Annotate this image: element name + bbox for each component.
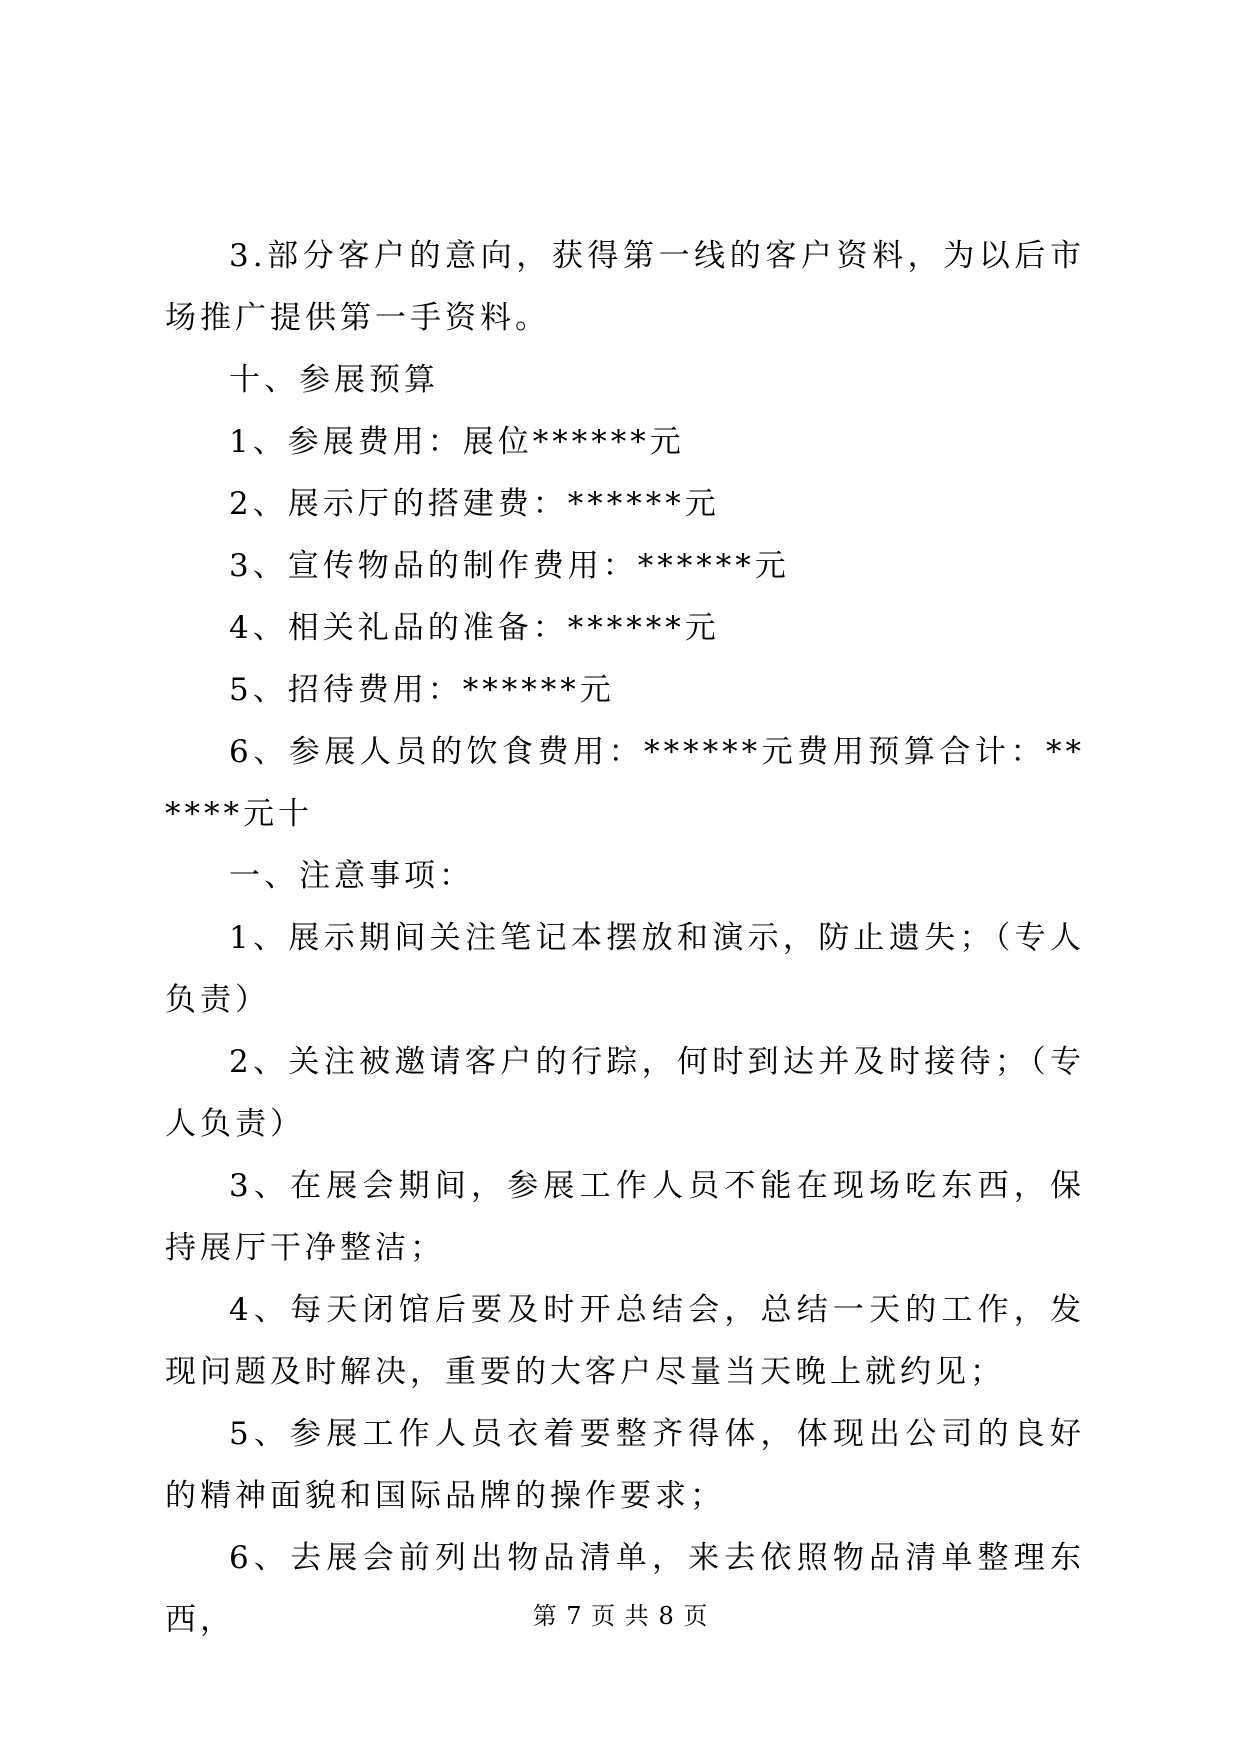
- note-item-1: 1、展示期间关注笔记本摆放和演示，防止遗失；（专人负责）: [165, 920, 1085, 1018]
- note-item-5: 5、参展工作人员衣着要整齐得体，体现出公司的良好的精神面貌和国际品牌的操作要求；: [165, 1416, 1085, 1514]
- note-item-3: 3、在展会期间，参展工作人员不能在现场吃东西，保持展厅干净整洁；: [165, 1168, 1085, 1266]
- budget-item-4: 4、相关礼品的准备：******元: [229, 610, 720, 646]
- budget-item-1: 1、参展费用：展位******元: [229, 424, 685, 460]
- document-body: [165, 225, 1085, 1651]
- paragraph-result-3: 3.部分客户的意向，获得第一线的客户资料，为以后市场推广提供第一手资料。: [165, 238, 1085, 336]
- budget-item-3: 3、宣传物品的制作费用：******元: [229, 548, 790, 584]
- budget-item-6: 6、参展人员的饮食费用：******元费用预算合计：******元十: [165, 734, 1085, 832]
- page-number-footer: 第 7 页 共 8 页: [532, 1602, 709, 1630]
- budget-item-5: 5、招待费用：******元: [229, 672, 615, 708]
- section-heading-budget: 十、参展预算: [229, 362, 439, 398]
- note-item-2: 2、关注被邀请客户的行踪，何时到达并及时接待；（专人负责）: [165, 1044, 1085, 1142]
- note-item-4: 4、每天闭馆后要及时开总结会，总结一天的工作，发现问题及时解决，重要的大客户尽量当天晚上就约见；: [165, 1292, 1085, 1390]
- note-item-6: 6、去展会前列出物品清单，来去依照物品清单整理东西，: [165, 1540, 1085, 1638]
- section-heading-notes: 一、注意事项：: [229, 858, 474, 894]
- budget-item-2: 2、展示厅的搭建费：******元: [229, 486, 720, 522]
